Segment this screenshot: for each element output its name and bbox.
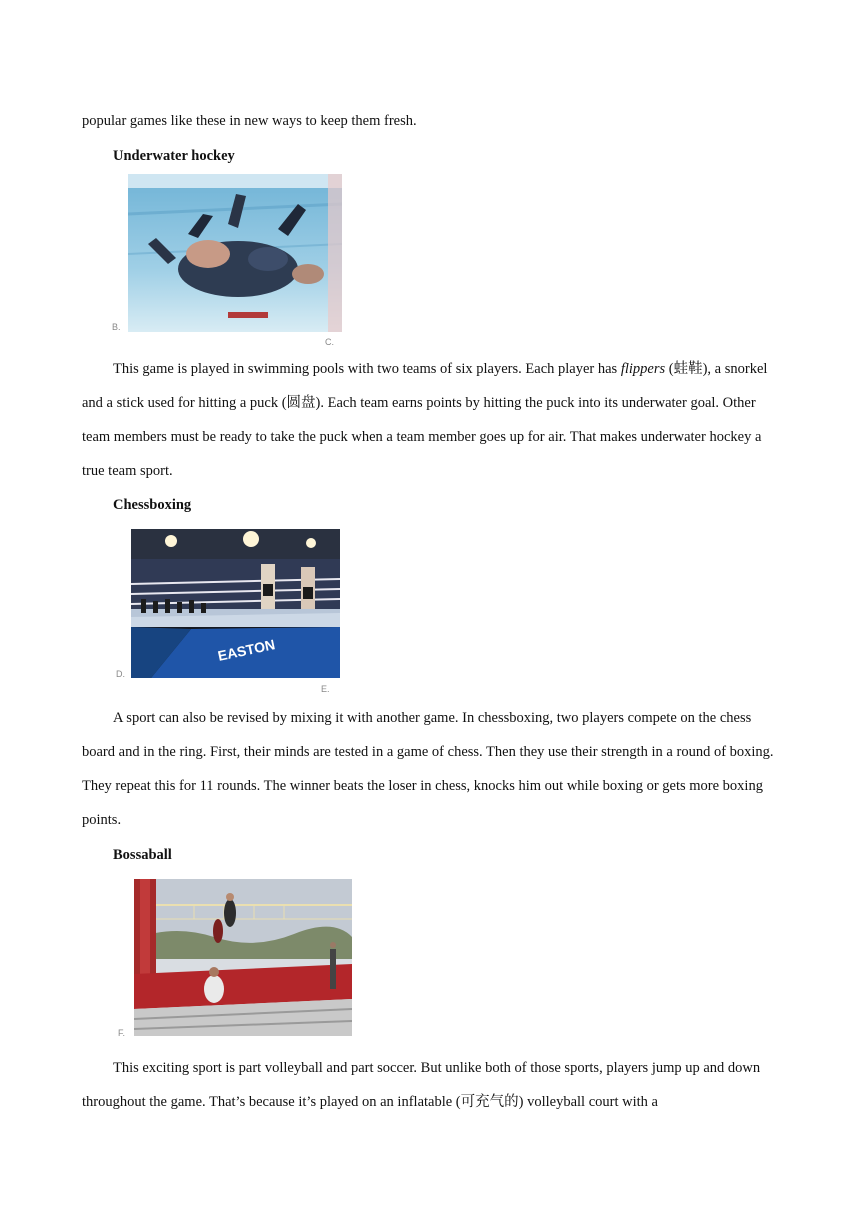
photo-marker-d: D. bbox=[116, 669, 125, 679]
paragraph-text-part2: (蛙鞋), a snorkel and a stick used for hitting a puck (圆盘). Each team earns points by hitting the puck into its underwater goal. Other team members must be ready to take the puck when a team member goes up for air. That makes underwater hockey a true team sport. bbox=[82, 361, 768, 479]
italic-term-flippers: flippers bbox=[620, 361, 666, 377]
chessboxing-paragraph: A sport can also be revised by mixing it with another game. In chessboxing, two players compete on the chess board and in the ring. First, their minds are tested in a game of chess. Then they use their strength in a round of boxing. They repeat this for 11 rounds. The winner beats the loser in chess, knocks him out while boxing or gets more boxing points. bbox=[82, 710, 774, 828]
photo-marker-c: C. bbox=[325, 337, 334, 347]
underwater-hockey-photo bbox=[128, 174, 342, 332]
photo-marker-e: E. bbox=[321, 684, 330, 694]
chessboxing-photo bbox=[131, 529, 340, 678]
photo-marker-b: B. bbox=[112, 322, 121, 332]
heading-underwater-hockey: Underwater hockey bbox=[113, 148, 235, 164]
underwater-hockey-paragraph bbox=[82, 352, 782, 488]
paragraph-text-part1: This game is played in swimming pools with two teams of six players. Each player has bbox=[113, 361, 621, 377]
intro-text: popular games like these in new ways to keep them fresh. bbox=[82, 113, 417, 129]
heading-bossaball: Bossaball bbox=[113, 847, 172, 863]
bossaball-photo bbox=[134, 879, 352, 1036]
photo-marker-f: F. bbox=[118, 1028, 126, 1038]
svg-text:EASTON: EASTON bbox=[216, 636, 277, 664]
heading-chessboxing: Chessboxing bbox=[113, 497, 192, 513]
bossaball-paragraph: This exciting sport is part volleyball and part soccer. But unlike both of those sports, players jump up and down throughout the game. That’s because it’s played on an inflatable (可充气的) volleyball court with a bbox=[82, 1060, 761, 1110]
